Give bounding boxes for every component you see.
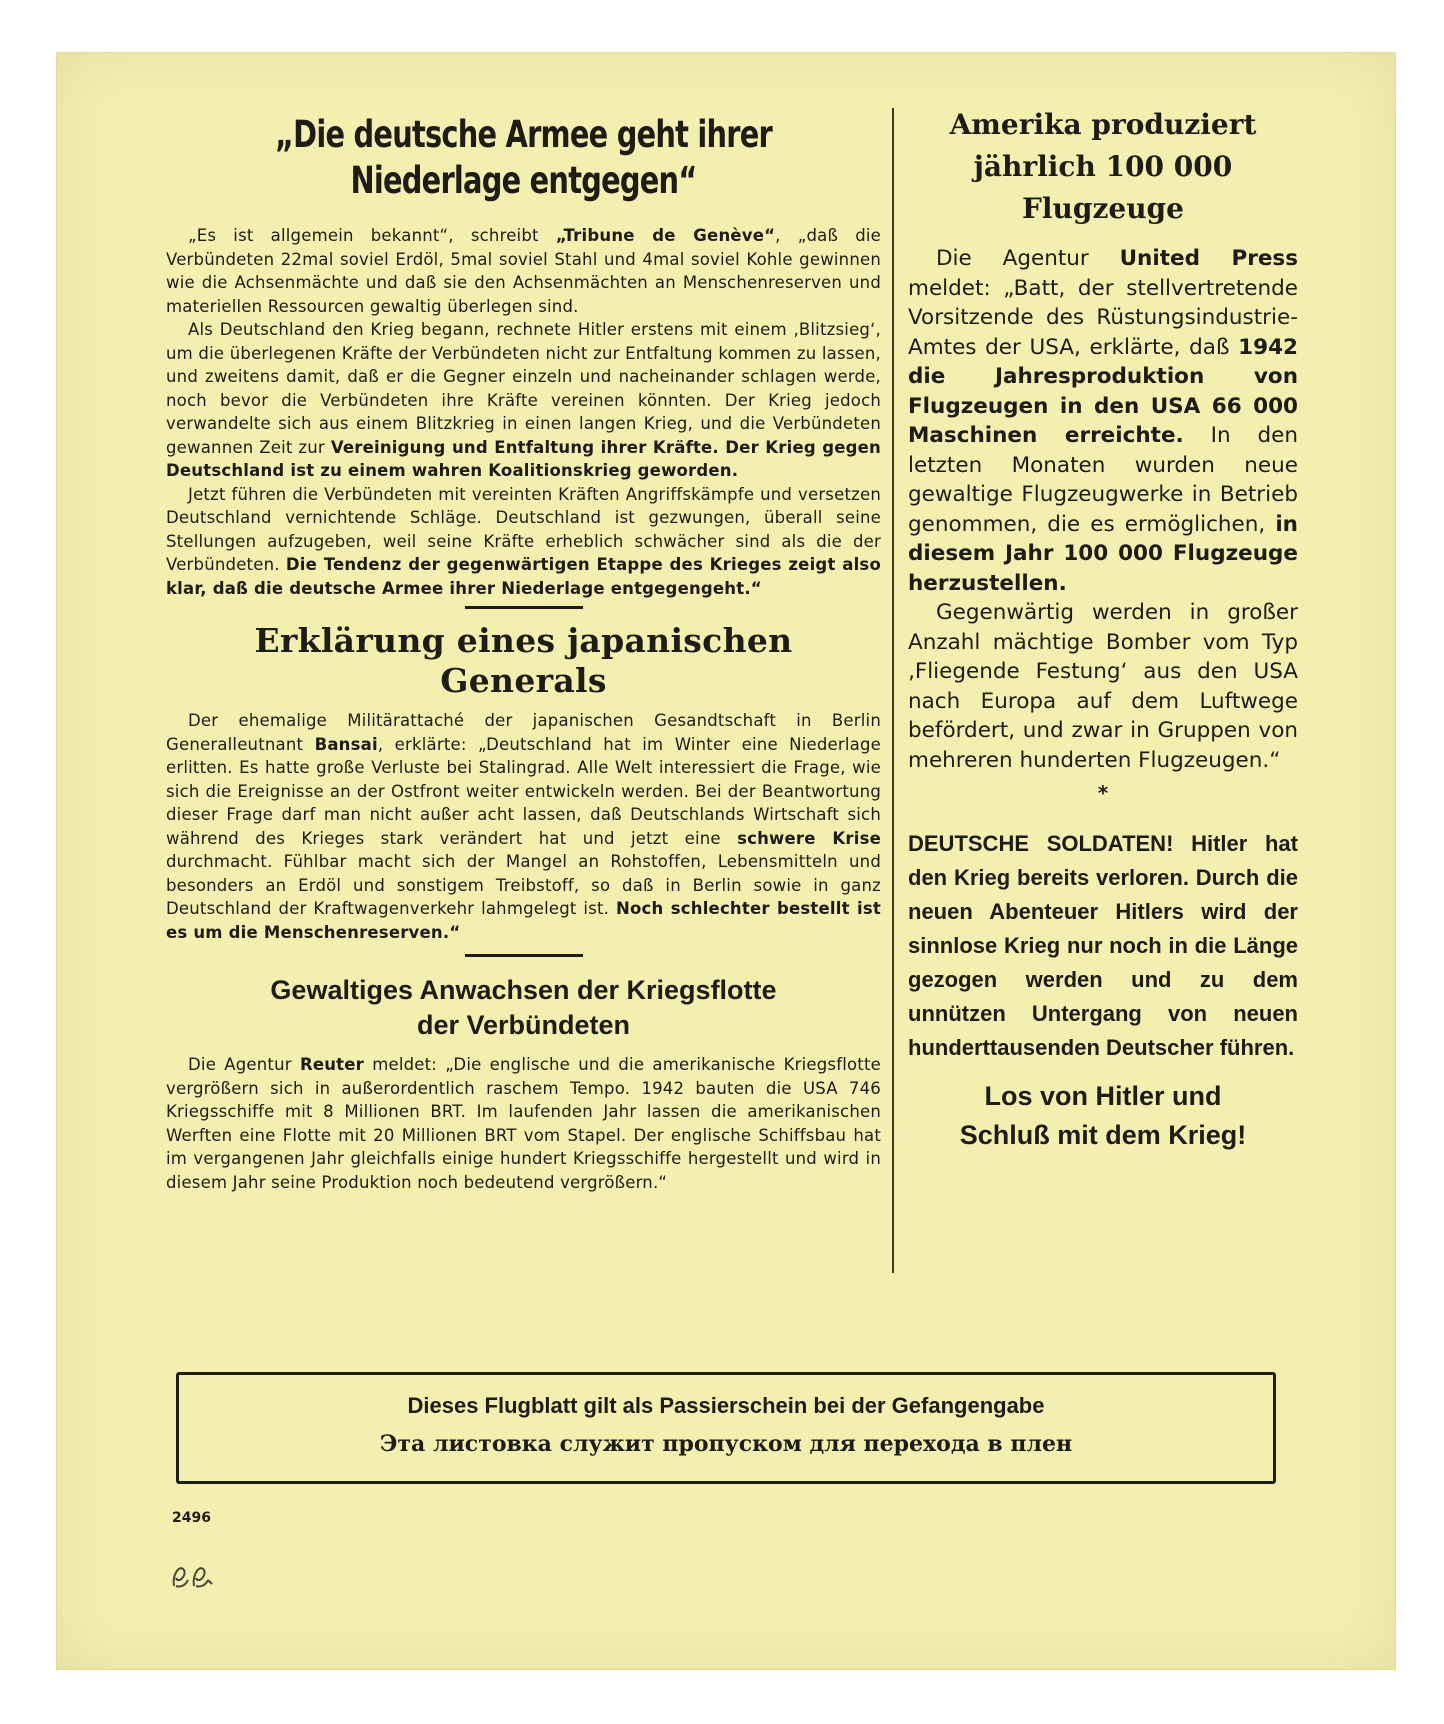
text-span: Als Deutschland den Krieg begann, rechnete Hitler erstens mit einem ‚Blitzsieg‘, um die überlegenen Kräfte der Verbündeten nicht zur Entfaltung kommen zu lassen, und zweitens damit, daß er die Gegner einzeln und nacheinander schlagen werde, noch bevor die Verbündeten ihre Kräfte vereinen könnten. Der Krieg jedoch verwandelte sich aus einem Blitzkrieg in einen langen Krieg, und die Verbündeten gewannen Zeit zur bbox=[166, 320, 881, 457]
bold-text: Bansai bbox=[314, 734, 378, 754]
handwritten-mark bbox=[168, 1556, 228, 1596]
leaflet-sheet bbox=[56, 52, 1396, 1670]
text-span: meldet: „Die englische und die amerikanische Kriegsflotte vergrößern sich in außerordentlich raschem Tempo. 1942 bauten die USA 746 Kriegsschiffe mit 8 Millionen BRT. Im laufenden Jahr lassen die amerikanischen Werften eine Flotte mit 20 Millionen BRT vom Stapel. Der englische Schiffsbau hat im vergangenen Jahr gleichfalls einige hundert Kriegsschiffe hergestellt und wird in diesem Jahr seine Produktion noch bedeutend vergrößern.“ bbox=[166, 1055, 881, 1192]
article2-headline: Erklärung eines japanischen Generals bbox=[254, 621, 793, 700]
sidebar-paragraph-1 bbox=[908, 244, 1298, 598]
final-slogan bbox=[908, 1077, 1298, 1155]
article1-paragraph-2 bbox=[166, 318, 881, 483]
source-name: „Tribune de Genève“ bbox=[555, 226, 776, 245]
separator-star: * bbox=[1097, 781, 1109, 805]
bold-text: Reuter bbox=[299, 1055, 364, 1074]
headline-line: Gewaltiges Anwachsen der Kriegsflotte bbox=[270, 975, 777, 1005]
sidebar-headline bbox=[908, 104, 1298, 230]
section-rule bbox=[465, 606, 583, 609]
headline-line: Amerika produziert bbox=[949, 108, 1257, 141]
bold-text: Noch schlechter bestellt ist es um die Menschenreserven.“ bbox=[166, 899, 881, 942]
article3-paragraph bbox=[166, 1053, 881, 1194]
bold-text: in diesem Jahr 100 000 Flugzeuge herzustellen. bbox=[908, 511, 1298, 596]
leaflet-code: 2496 bbox=[172, 1510, 211, 1526]
text-span: , erklärte: „Deutschland hat im Winter eine Niederlage erlitten. Es hatte große Verluste bei Stalingrad. Alle Welt interessiert die Frage, wie sich die Ereignisse an der Ostfront weiter entwickeln werden. Bei der Beantwortung dieser Frage darf man nicht außer acht lassen, daß Deutschlands Wirtschaft sich während des Krieges stark verändert hat und jetzt eine bbox=[166, 734, 881, 848]
article2-body bbox=[166, 709, 881, 944]
pass-text-russian: Эта листовка служит пропуском для перехода в плен bbox=[379, 1431, 1073, 1457]
text-span: durchmacht. Fühlbar macht sich der Mangel an Rohstoffen, Lebensmitteln und besonders an Erdöl und sonstigem Treibstoff, so daß in Berlin sowie in ganz Deutschland der Kraftwagenverkehr lahmgelegt ist. bbox=[166, 852, 881, 918]
right-column bbox=[908, 104, 1298, 1155]
column-divider bbox=[892, 108, 894, 1273]
text-span: Gegenwärtig werden in großer Anzahl mächtige Bomber vom Typ ‚Fliegende Festung‘ aus den USA nach Europa auf dem Luftwege befördert, und zwar in Gruppen von mehreren hunderten Flugzeugen.“ bbox=[908, 600, 1298, 773]
headline-line: der Verbündeten bbox=[416, 1010, 631, 1040]
bold-text: schwere Krise bbox=[737, 828, 882, 848]
article3-body bbox=[166, 1053, 881, 1194]
text-span: Die Agentur bbox=[188, 1055, 300, 1074]
section-rule bbox=[465, 954, 583, 957]
safe-conduct-box bbox=[176, 1372, 1276, 1484]
soldiers-appeal: DEUTSCHE SOLDATEN! Hitler hat den Krieg bereits verloren. Durch die neuen Abenteuer Hitlers wird der sinnlose Krieg nur noch in die Länge gezogen werden und zu dem unnützen Untergang von neuen hunderttausenden Deutscher führen. bbox=[908, 831, 1298, 1060]
pass-text-german: Dieses Flugblatt gilt als Passierschein bei der Gefangengabe bbox=[407, 1393, 1045, 1418]
text-span: „Es ist allgemein bekannt“, schreibt bbox=[188, 226, 556, 245]
sidebar-paragraph-2 bbox=[908, 598, 1298, 775]
article1-headline: „Die deutsche Armee geht ihrer Niederlage entgegen“ bbox=[274, 113, 773, 202]
text-span: Der ehemalige Militärattaché der japanischen Gesandtschaft in Berlin Generalleutnant bbox=[166, 711, 881, 754]
headline-line: jährlich 100 000 bbox=[973, 150, 1233, 183]
slogan-line: Schluß mit dem Krieg! bbox=[959, 1120, 1247, 1150]
article1-paragraph-3 bbox=[166, 483, 881, 601]
article3-headline bbox=[166, 973, 881, 1043]
article1-body bbox=[166, 224, 881, 600]
text-span: Jetzt führen die Verbündeten mit vereinten Kräften Angriffskämpfe und versetzen Deutschland vernichtende Schläge. Deutschland ist gezwungen, überall seine Stellungen aufzugeben, weil seine Kräfte erheblich schwächer sind als die der Verbündeten. bbox=[166, 484, 881, 574]
article2-paragraph bbox=[166, 709, 881, 944]
text-span: , „daß die Verbündeten 22mal soviel Erdöl, 5mal soviel Stahl und 4mal soviel Kohle gewinnen wie die Achsenmächte und daß sie den Achsenmächten an Menschenreserven und materiellen Ressourcen gewaltig überlegen sind. bbox=[166, 226, 881, 316]
text-span: meldet: „Batt, der stellvertretende Vorsitzende des Rüstungsindustrie-Amtes der USA, erklärte, daß bbox=[908, 275, 1298, 360]
slogan-line: Los von Hitler und bbox=[984, 1081, 1222, 1111]
left-column bbox=[166, 112, 881, 1194]
text-span: Die Agentur bbox=[936, 246, 1120, 271]
bold-text: United Press bbox=[1119, 246, 1299, 271]
article1-paragraph-1 bbox=[166, 224, 881, 318]
bold-text: 1942 die Jahresproduktion von Flugzeugen in den USA 66 000 Maschinen erreichte. bbox=[908, 334, 1298, 448]
sidebar-body bbox=[908, 244, 1298, 775]
text-span: In den letzten Monaten wurden neue gewaltige Flugzeugwerke in Betrieb genommen, die es ermöglichen, bbox=[908, 423, 1298, 537]
bold-text: Die Tendenz der gegenwärtigen Etappe des Krieges zeigt also klar, daß die deutsche Armee ihrer Niederlage entgegengeht.“ bbox=[166, 555, 881, 598]
headline-line: Flugzeuge bbox=[1022, 192, 1184, 225]
bold-text: Vereinigung und Entfaltung ihrer Kräfte. Der Krieg gegen Deutschland ist zu einem wahren Koalitionskrieg geworden. bbox=[166, 437, 881, 480]
